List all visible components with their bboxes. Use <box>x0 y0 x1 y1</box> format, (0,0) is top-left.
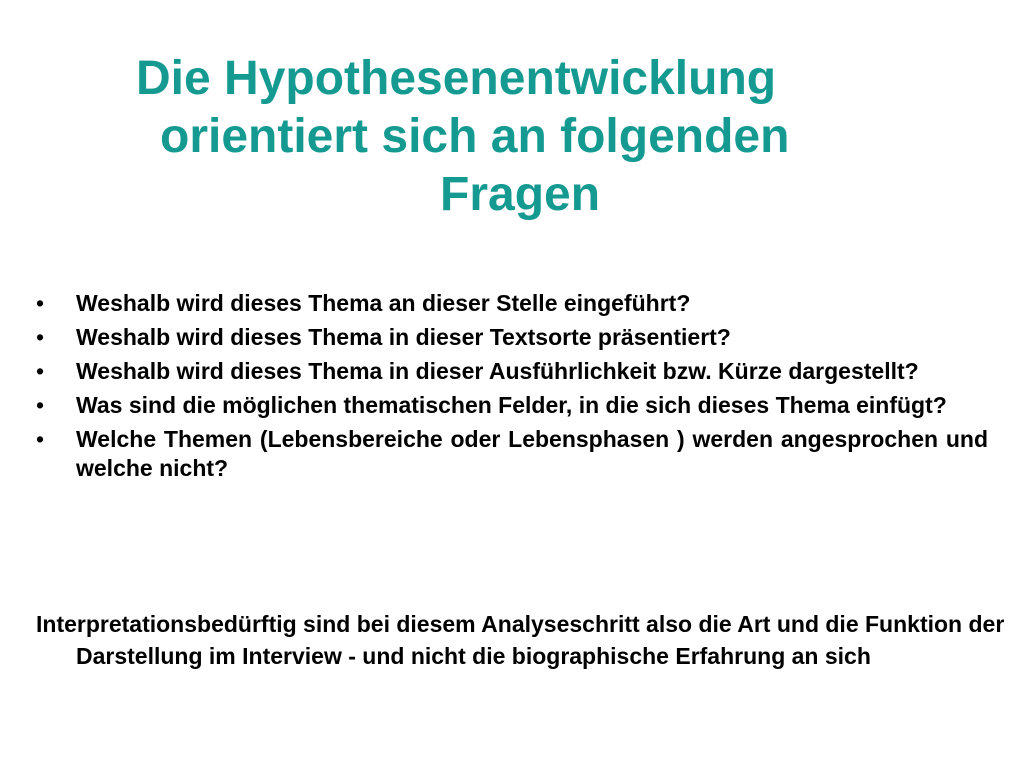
bullet-icon: • <box>36 358 45 384</box>
slide-title <box>100 50 960 224</box>
question-item <box>36 357 988 386</box>
slide-title-line: orientiert sich an folgenden <box>160 110 790 163</box>
question-text: Weshalb wird dieses Thema in dieser Textsorte präsentiert? <box>76 324 731 350</box>
bullet-icon: • <box>36 392 45 418</box>
question-item <box>36 425 988 483</box>
question-text: Weshalb wird dieses Thema in dieser Ausführlichkeit bzw. Kürze dargestellt? <box>76 358 919 384</box>
conclusion-paragraph: Interpretationsbedürftig sind bei diesem Analyseschritt also die Art und die Funktion der Darstellung im Interview - und nicht die biographische Erfahrung an sich <box>36 611 1005 669</box>
bullet-icon: • <box>36 324 45 350</box>
question-item <box>36 323 988 352</box>
slide-title-line: Fragen <box>440 168 601 221</box>
question-text: Was sind die möglichen thematischen Felder, in die sich dieses Thema einfügt? <box>76 392 947 418</box>
bullet-icon: • <box>36 290 45 316</box>
question-list <box>36 289 988 488</box>
question-text: Welche Themen (Lebensbereiche oder Lebensphasen ) werden angesprochen und welche nicht? <box>76 426 988 481</box>
question-item <box>36 391 988 420</box>
bullet-icon: • <box>36 426 45 452</box>
question-item <box>36 289 988 318</box>
question-text: Weshalb wird dieses Thema an dieser Stelle eingeführt? <box>76 290 691 316</box>
slide-title-line: Die Hypothesenentwicklung <box>136 52 777 105</box>
